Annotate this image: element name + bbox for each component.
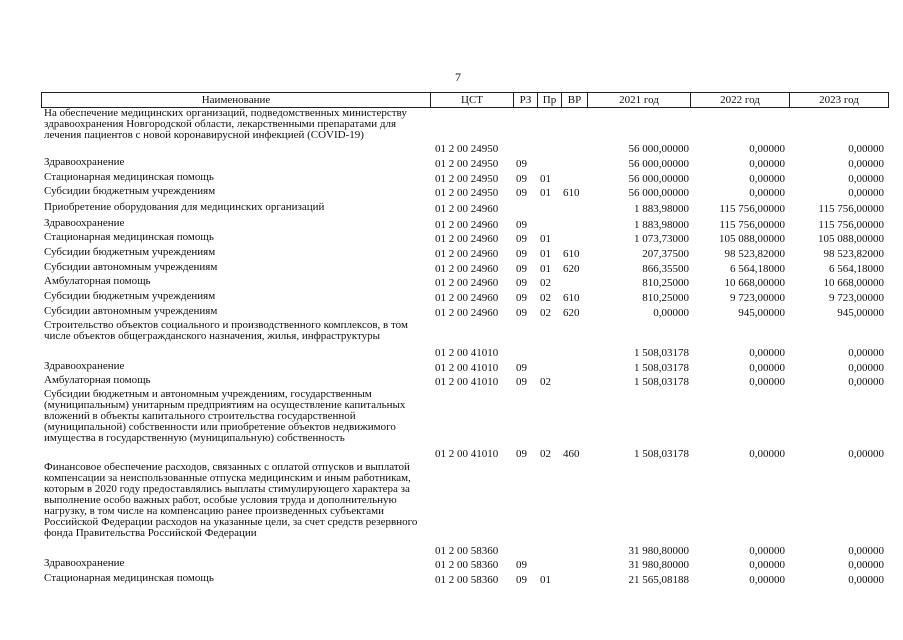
table-row bbox=[0, 218, 903, 232]
cell-y2021: 1 883,98000 bbox=[634, 203, 689, 215]
cell-pr: 02 bbox=[540, 448, 551, 460]
cell-y2023: 115 756,00000 bbox=[818, 203, 884, 215]
cell-name: Субсидии бюджетным учреждениям bbox=[44, 185, 216, 197]
table-row bbox=[0, 291, 903, 305]
cell-y2023: 0,00000 bbox=[848, 158, 884, 170]
cell-y2021: 866,35500 bbox=[642, 263, 689, 275]
table-row bbox=[0, 389, 903, 461]
cell-rz: 09 bbox=[516, 559, 527, 571]
cell-name: Субсидии автономным учреждениям bbox=[44, 305, 218, 317]
cell-name: Амбулаторная помощь bbox=[44, 275, 151, 287]
cell-y2023: 0,00000 bbox=[848, 376, 884, 388]
table-row bbox=[0, 108, 903, 156]
cell-cst: 01 2 00 41010 bbox=[435, 448, 499, 460]
cell-name: Здравоохранение bbox=[44, 156, 125, 168]
cell-rz: 09 bbox=[516, 376, 527, 388]
cell-y2022: 9 723,00000 bbox=[730, 292, 785, 304]
cell-y2023: 0,00000 bbox=[848, 187, 884, 199]
cell-name: Стационарная медицинская помощь bbox=[44, 572, 214, 584]
cell-rz: 09 bbox=[516, 277, 527, 289]
cell-name: Субсидии бюджетным и автономным учреждениям, государственным (муниципальным) унитарным предприятиям на осуществление капитальных вложений в объекты капитального строительства государственной (муниципальной) собственности или приобретение объектов недвижимого имущества в государственную (муниципальную) собственность bbox=[44, 388, 406, 444]
cell-name: Субсидии бюджетным учреждениям bbox=[44, 246, 216, 258]
cell-rz: 09 bbox=[516, 173, 527, 185]
cell-rz: 09 bbox=[516, 187, 527, 199]
table-row bbox=[0, 186, 903, 200]
cell-y2023: 0,00000 bbox=[848, 574, 884, 586]
table-row bbox=[0, 157, 903, 171]
cell-cst: 01 2 00 24950 bbox=[435, 187, 499, 199]
table-row bbox=[0, 573, 903, 587]
header-pr: Пр bbox=[537, 92, 562, 108]
cell-y2023: 98 523,82000 bbox=[823, 248, 884, 260]
cell-rz: 09 bbox=[516, 233, 527, 245]
cell-name: Субсидии бюджетным учреждениям bbox=[44, 290, 216, 302]
cell-pr: 01 bbox=[540, 574, 551, 586]
cell-y2023: 0,00000 bbox=[848, 448, 884, 460]
cell-pr: 02 bbox=[540, 292, 551, 304]
cell-cst: 01 2 00 24960 bbox=[435, 277, 499, 289]
cell-y2021: 56 000,00000 bbox=[628, 158, 689, 170]
cell-cst: 01 2 00 24960 bbox=[435, 203, 499, 215]
cell-name: Строительство объектов социального и производственного комплексов, в том числе объектов общегражданского назначения, жилья, инфраструктуры bbox=[44, 319, 408, 342]
header-vr: ВР bbox=[561, 92, 588, 108]
cell-cst: 01 2 00 24950 bbox=[435, 143, 499, 155]
cell-name: Здравоохранение bbox=[44, 360, 125, 372]
cell-y2022: 98 523,82000 bbox=[724, 248, 785, 260]
cell-name: Приобретение оборудования для медицинских организаций bbox=[44, 201, 325, 213]
cell-cst: 01 2 00 58360 bbox=[435, 574, 499, 586]
cell-rz: 09 bbox=[516, 307, 527, 319]
table-row bbox=[0, 306, 903, 320]
cell-vr: 610 bbox=[563, 187, 580, 199]
cell-cst: 01 2 00 58360 bbox=[435, 545, 499, 557]
cell-pr: 02 bbox=[540, 277, 551, 289]
table-row bbox=[0, 558, 903, 572]
cell-y2022: 0,00000 bbox=[749, 376, 785, 388]
table-row bbox=[0, 232, 903, 246]
table-row bbox=[0, 320, 903, 360]
cell-cst: 01 2 00 24950 bbox=[435, 173, 499, 185]
cell-name: Финансовое обеспечение расходов, связанных с оплатой отпусков и выплатой компенсации за неиспользованные отпуска медицинским и иным работникам, которым в 2020 году предоставлялись выплаты стимулирующего характера за выполнение особо важных работ, особые условия труда и дополнительную нагрузку, в том числе на компенсацию ранее произведенных субъектами Российской Федерации расходов на указанные цели, за счет средств резервного фонда Правительства Российской Федерации bbox=[44, 461, 418, 539]
cell-y2022: 105 088,00000 bbox=[719, 233, 785, 245]
cell-cst: 01 2 00 24960 bbox=[435, 263, 499, 275]
cell-name: Здравоохранение bbox=[44, 557, 125, 569]
table-row bbox=[0, 247, 903, 261]
header-2023: 2023 год bbox=[789, 92, 889, 108]
cell-cst: 01 2 00 24960 bbox=[435, 307, 499, 319]
cell-rz: 09 bbox=[516, 574, 527, 586]
cell-y2023: 0,00000 bbox=[848, 362, 884, 374]
cell-rz: 09 bbox=[516, 292, 527, 304]
cell-y2021: 1 073,73000 bbox=[634, 233, 689, 245]
header-2021: 2021 год bbox=[587, 92, 691, 108]
cell-y2022: 0,00000 bbox=[749, 545, 785, 557]
header-cst: ЦСТ bbox=[430, 92, 514, 108]
cell-y2021: 21 565,08188 bbox=[628, 574, 689, 586]
cell-y2023: 0,00000 bbox=[848, 143, 884, 155]
cell-rz: 09 bbox=[516, 248, 527, 260]
cell-y2021: 207,37500 bbox=[642, 248, 689, 260]
table-row bbox=[0, 262, 903, 276]
cell-y2023: 6 564,18000 bbox=[829, 263, 884, 275]
cell-y2022: 10 668,00000 bbox=[724, 277, 785, 289]
cell-vr: 620 bbox=[563, 307, 580, 319]
cell-pr: 01 bbox=[540, 173, 551, 185]
cell-y2022: 0,00000 bbox=[749, 448, 785, 460]
cell-y2023: 0,00000 bbox=[848, 173, 884, 185]
table-row bbox=[0, 172, 903, 186]
cell-pr: 02 bbox=[540, 376, 551, 388]
cell-y2021: 56 000,00000 bbox=[628, 187, 689, 199]
cell-cst: 01 2 00 24960 bbox=[435, 219, 499, 231]
cell-cst: 01 2 00 41010 bbox=[435, 347, 499, 359]
cell-y2021: 31 980,80000 bbox=[628, 559, 689, 571]
cell-cst: 01 2 00 24950 bbox=[435, 158, 499, 170]
cell-rz: 09 bbox=[516, 448, 527, 460]
cell-y2023: 105 088,00000 bbox=[818, 233, 884, 245]
cell-pr: 01 bbox=[540, 248, 551, 260]
cell-y2023: 0,00000 bbox=[848, 559, 884, 571]
header-2022: 2022 год bbox=[690, 92, 790, 108]
cell-pr: 01 bbox=[540, 263, 551, 275]
cell-y2021: 1 508,03178 bbox=[634, 347, 689, 359]
cell-name: На обеспечение медицинских организаций, подведомственных министерству здравоохранения Новгородской области, лекарственными препаратами для лечения пациентов с новой коронавирусной инфекцией (COVID-19) bbox=[44, 107, 407, 141]
cell-cst: 01 2 00 24960 bbox=[435, 292, 499, 304]
cell-y2022: 0,00000 bbox=[749, 187, 785, 199]
cell-y2021: 1 883,98000 bbox=[634, 219, 689, 231]
cell-vr: 610 bbox=[563, 248, 580, 260]
cell-y2022: 0,00000 bbox=[749, 574, 785, 586]
cell-y2021: 56 000,00000 bbox=[628, 143, 689, 155]
cell-y2022: 115 756,00000 bbox=[719, 203, 785, 215]
table-row bbox=[0, 375, 903, 389]
cell-y2023: 0,00000 bbox=[848, 545, 884, 557]
cell-cst: 01 2 00 24960 bbox=[435, 233, 499, 245]
cell-vr: 620 bbox=[563, 263, 580, 275]
cell-y2022: 0,00000 bbox=[749, 143, 785, 155]
cell-y2021: 31 980,80000 bbox=[628, 545, 689, 557]
cell-y2022: 0,00000 bbox=[749, 173, 785, 185]
cell-cst: 01 2 00 24960 bbox=[435, 248, 499, 260]
cell-y2021: 0,00000 bbox=[653, 307, 689, 319]
cell-rz: 09 bbox=[516, 362, 527, 374]
cell-vr: 460 bbox=[563, 448, 580, 460]
cell-name: Субсидии автономным учреждениям bbox=[44, 261, 218, 273]
cell-y2022: 0,00000 bbox=[749, 158, 785, 170]
header-rz: РЗ bbox=[513, 92, 538, 108]
cell-name: Стационарная медицинская помощь bbox=[44, 171, 214, 183]
cell-pr: 01 bbox=[540, 233, 551, 245]
cell-y2021: 1 508,03178 bbox=[634, 362, 689, 374]
cell-rz: 09 bbox=[516, 263, 527, 275]
cell-rz: 09 bbox=[516, 219, 527, 231]
cell-name: Здравоохранение bbox=[44, 217, 125, 229]
cell-cst: 01 2 00 41010 bbox=[435, 376, 499, 388]
cell-y2023: 9 723,00000 bbox=[829, 292, 884, 304]
cell-y2021: 56 000,00000 bbox=[628, 173, 689, 185]
cell-rz: 09 bbox=[516, 158, 527, 170]
cell-name: Амбулаторная помощь bbox=[44, 374, 151, 386]
cell-y2023: 115 756,00000 bbox=[818, 219, 884, 231]
page-number: 7 bbox=[455, 70, 461, 84]
table-row bbox=[0, 361, 903, 375]
cell-y2022: 6 564,18000 bbox=[730, 263, 785, 275]
cell-y2022: 0,00000 bbox=[749, 559, 785, 571]
cell-y2022: 0,00000 bbox=[749, 347, 785, 359]
cell-y2021: 1 508,03178 bbox=[634, 448, 689, 460]
cell-y2022: 945,00000 bbox=[738, 307, 785, 319]
table-row bbox=[0, 276, 903, 290]
cell-y2022: 115 756,00000 bbox=[719, 219, 785, 231]
cell-y2023: 945,00000 bbox=[837, 307, 884, 319]
cell-vr: 610 bbox=[563, 292, 580, 304]
cell-pr: 02 bbox=[540, 307, 551, 319]
cell-name: Стационарная медицинская помощь bbox=[44, 231, 214, 243]
table-row bbox=[0, 202, 903, 216]
cell-y2021: 810,25000 bbox=[642, 277, 689, 289]
cell-y2023: 0,00000 bbox=[848, 347, 884, 359]
cell-cst: 01 2 00 58360 bbox=[435, 559, 499, 571]
cell-cst: 01 2 00 41010 bbox=[435, 362, 499, 374]
header-name: Наименование bbox=[41, 92, 431, 108]
cell-y2022: 0,00000 bbox=[749, 362, 785, 374]
table-row bbox=[0, 462, 903, 558]
cell-y2023: 10 668,00000 bbox=[823, 277, 884, 289]
cell-y2021: 1 508,03178 bbox=[634, 376, 689, 388]
cell-pr: 01 bbox=[540, 187, 551, 199]
cell-y2021: 810,25000 bbox=[642, 292, 689, 304]
